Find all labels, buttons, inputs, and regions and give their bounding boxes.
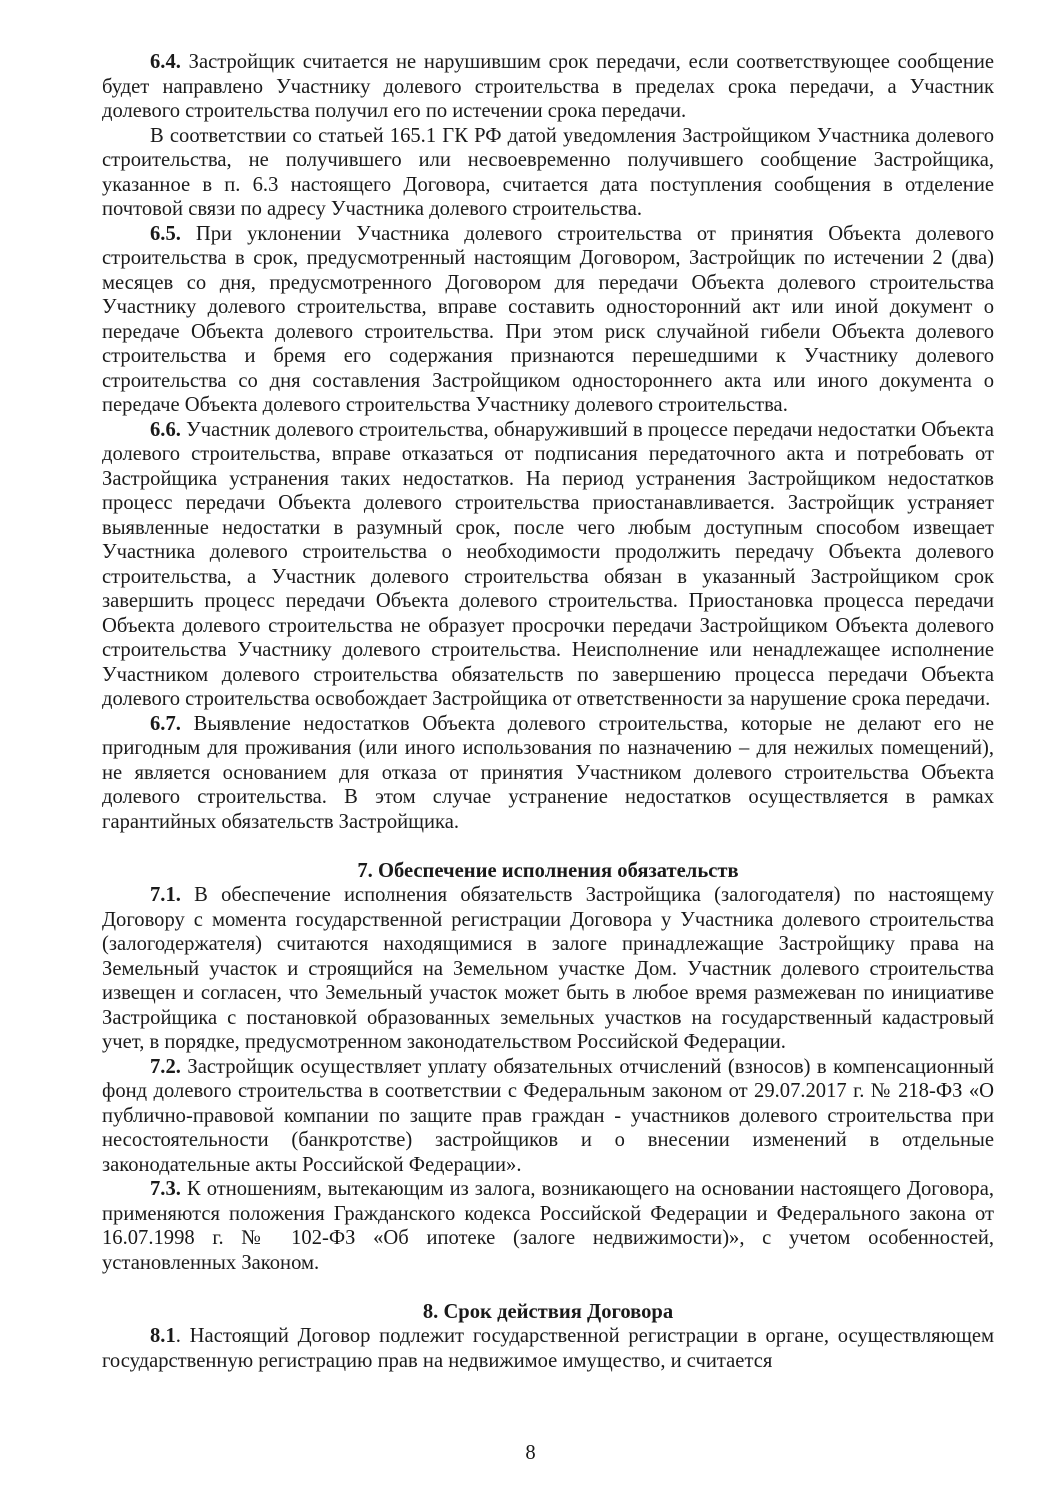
paragraph-6-4-continued — [102, 124, 994, 222]
paragraph-7-3 — [102, 1177, 994, 1275]
document-page — [102, 50, 994, 1373]
clause-text: В соответствии со статьей 165.1 ГК РФ датой уведомления Застройщиком Участника долевого строительства, не получившего или несвоевременно получившего сообщение Застройщика, указанное в п. 6.3 настоящего Договора, считается дата поступления сообщения в отделение почтовой связи по адресу Участника долевого строительства. — [102, 124, 994, 220]
clause-text: Участник долевого строительства, обнаруживший в процессе передачи недостатки Объекта долевого строительства, вправе отказаться от подписания передаточного акта и потребовать от Застройщика устранения таких недостатков. На период устранения Застройщиком недостатков процесс передачи Объекта долевого строительства приостанавливается. Застройщик устраняет выявленные недостатки в разумный срок, после чего любым доступным способом извещает Участника долевого строительства о необходимости продолжить передачу Объекта долевого строительства, а Участник долевого строительства обязан в указанный Застройщиком срок завершить процесс передачи Объекта долевого строительства. Приостановка процесса передачи Объекта долевого строительства не образует просрочки передачи Застройщиком Объекта долевого строительства Участнику долевого строительства. Неисполнение или ненадлежащее исполнение Участником долевого строительства обязательств по завершению процесса передачи Объекта долевого строительства освобождает Застройщика от ответственности за нарушение срока передачи. — [102, 418, 994, 710]
clause-number: 6.5. — [150, 222, 181, 245]
section-spacer — [102, 1275, 994, 1300]
clause-number: 6.7. — [150, 712, 181, 735]
clause-number: 7.1. — [150, 884, 181, 906]
paragraph-7-1 — [102, 883, 994, 1055]
paragraph-6-4 — [102, 50, 994, 124]
clause-text: Выявление недостатков Объекта долевого строительства, которые не делают его не пригодным для проживания (или иного использования по назначению – для нежилых помещений), не является основанием для отказа от принятия Участником долевого строительства Объекта долевого строительства. В этом случае устранение недостатков осуществляется в рамках гарантийных обязательств Застройщика. — [102, 712, 994, 833]
paragraph-6-5 — [102, 222, 994, 418]
paragraph-8-1 — [102, 1324, 994, 1373]
clause-text: Застройщик осуществляет уплату обязательных отчислений (взносов) в компенсационный фонд долевого строительства в соответствии с Федеральным законом от 29.07.2017 г. № 218-ФЗ «О публично-правовой компании по защите прав граждан - участников долевого строительства при несостоятельности (банкротстве) застройщиков и о внесении изменений в отдельные законодательные акты Российской Федерации». — [102, 1055, 994, 1176]
section-spacer — [102, 834, 994, 859]
paragraph-6-6 — [102, 418, 994, 712]
paragraph-7-2 — [102, 1055, 994, 1178]
clause-text: Застройщик считается не нарушившим срок передачи, если соответствующее сообщение будет направлено Участнику долевого строительства в пределах срока передачи, а Участник долевого строительства получил его по истечении срока передачи. — [102, 51, 994, 122]
clause-text: В обеспечение исполнения обязательств Застройщика (залогодателя) по настоящему Договору с момента государственной регистрации Договора у Участника долевого строительства (залогодержателя) считаются находящимися в залоге принадлежащие Застройщику права на Земельный участок и строящийся на Земельном участке Дом. Участник долевого строительства извещен и согласен, что Земельный участок может быть в любое время размежеван по инициативе Застройщика с постановкой образованных земельных участков на государственный кадастровый учет, в порядке, предусмотренном законодательством Российской Федерации. — [102, 884, 994, 1053]
section-8-title: 8. Срок действия Договора — [422, 1300, 674, 1323]
clause-text: При уклонении Участника долевого строительства от принятия Объекта долевого строительства в срок, предусмотренный настоящим Договором, Застройщик по истечении 2 (два) месяцев со дня, предусмотренного Договором для передачи Объекта долевого строительства Участнику долевого строительства, вправе составить односторонний акт или иной документ о передаче Объекта долевого строительства. При этом риск случайной гибели Объекта долевого строительства и бремя его содержания признаются перешедшими к Участнику долевого строительства со дня составления Застройщиком одностороннего акта или иного документа о передаче Объекта долевого строительства Участнику долевого строительства. — [102, 222, 994, 416]
clause-number: 6.4. — [150, 51, 181, 73]
paragraph-6-7 — [102, 712, 994, 835]
clause-number: 8.1 — [150, 1325, 176, 1347]
clause-text: К отношениям, вытекающим из залога, возникающего на основании настоящего Договора, применяются положения Гражданского кодекса Российской Федерации и Федерального закона от 16.07.1998 г. № 102-ФЗ «Об ипотеке (залоге недвижимости)», с учетом особенностей, установленных Законом. — [102, 1178, 994, 1274]
clause-number: 7.2. — [150, 1055, 181, 1078]
clause-text: . Настоящий Договор подлежит государственной регистрации в органе, осуществляющем государственную регистрацию прав на недвижимое имущество, и считается — [102, 1325, 994, 1372]
clause-number: 6.6. — [150, 418, 181, 441]
clause-number: 7.3. — [150, 1178, 181, 1200]
page-number: 8 — [525, 1442, 536, 1464]
section-7-title: 7. Обеспечение исполнения обязательств — [357, 859, 739, 882]
